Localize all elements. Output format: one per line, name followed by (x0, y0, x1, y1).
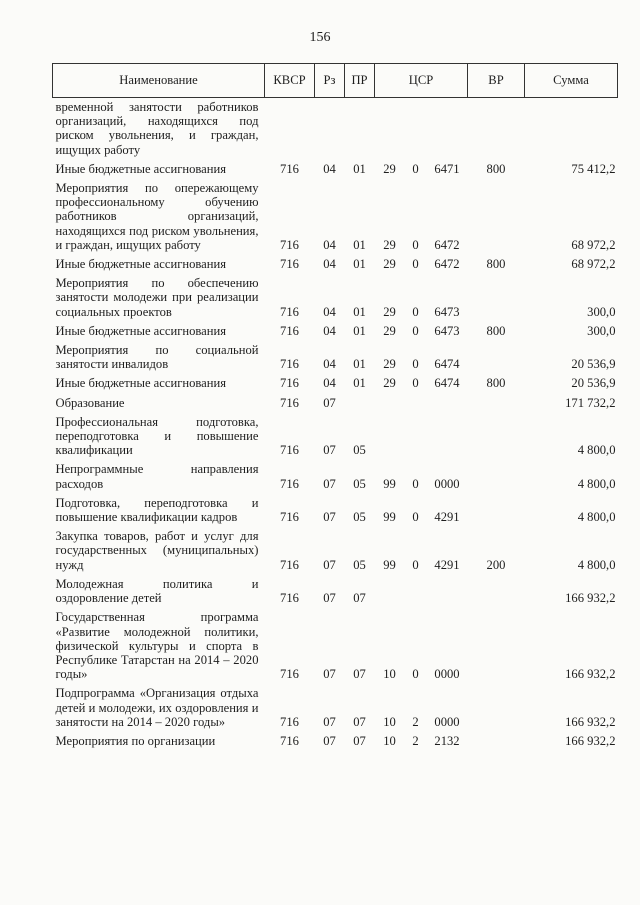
row-rz-cell: 04 (323, 237, 336, 252)
row-rz-cell: 04 (323, 323, 336, 338)
row-kvsr-cell (265, 98, 315, 160)
row-pr-cell: 01 (353, 304, 366, 319)
row-vr-cell (468, 460, 525, 493)
row-rz-cell: 04 (323, 161, 336, 176)
row-csr-subprogram-cell: 0 (412, 357, 419, 372)
row-csr-program-cell: 10 (383, 733, 396, 748)
row-csr-subprogram-cell: 0 (412, 510, 419, 525)
row-vr-cell (468, 394, 525, 413)
row-csr-program-cell: 99 (383, 510, 396, 525)
row-name-cell: Мероприятия по социальной занятости инвалидов (55, 343, 259, 372)
row-csr-program-cell: 29 (383, 323, 396, 338)
row-csr-program-cell: 29 (383, 161, 396, 176)
row-csr-program-cell: 29 (383, 257, 396, 272)
header-rz: Рз (315, 64, 345, 98)
row-csr-program-cell: 29 (383, 237, 396, 252)
row-name-cell: Образование (55, 395, 125, 410)
row-kvsr-cell: 716 (280, 376, 299, 391)
row-vr-cell (468, 98, 525, 160)
table-row (53, 160, 618, 179)
row-csr-subprogram-cell: 0 (412, 667, 419, 682)
row-kvsr-cell: 716 (280, 557, 299, 572)
row-rz-cell: 04 (323, 257, 336, 272)
row-csr-direction-cell: 6474 (434, 376, 460, 391)
row-csr-subprogram-cell (405, 98, 427, 160)
row-rz-cell: 04 (323, 304, 336, 319)
table-body (53, 98, 618, 752)
row-sum-cell: 20 536,9 (571, 357, 616, 372)
row-name-cell: временной занятости работников организаций, находящихся под риском увольнения, и граждан, ищущих работу (55, 100, 259, 157)
row-pr-cell: 01 (353, 357, 366, 372)
row-name-cell: Иные бюджетные ассигнования (55, 376, 227, 391)
table-row (53, 341, 618, 374)
row-rz-cell: 07 (323, 395, 336, 410)
row-vr-cell (468, 608, 525, 684)
row-vr-cell (468, 341, 525, 374)
row-sum-cell: 171 732,2 (565, 395, 616, 410)
table-header-row (53, 64, 618, 98)
row-name-cell: Государственная программа «Развитие молодежной политики, физической культуры и спорта в Республике Татарстан на 2014 – 2020 годы» (55, 610, 259, 682)
row-csr-program-cell (375, 394, 405, 413)
row-pr-cell: 07 (353, 714, 366, 729)
header-vr: ВР (468, 64, 525, 98)
row-csr-direction-cell (427, 394, 468, 413)
row-csr-subprogram-cell: 0 (412, 323, 419, 338)
row-sum-cell: 300,0 (587, 304, 616, 319)
row-csr-program-cell: 10 (383, 667, 396, 682)
row-csr-program-cell (375, 575, 405, 608)
row-sum-cell: 4 800,0 (577, 443, 616, 458)
row-name-cell: Подготовка, переподготовка и повышение квалификации кадров (55, 495, 259, 525)
row-pr-cell: 01 (353, 376, 366, 391)
row-rz-cell: 04 (323, 376, 336, 391)
row-kvsr-cell: 716 (280, 395, 299, 410)
row-csr-subprogram-cell: 0 (412, 557, 419, 572)
row-vr-cell (468, 413, 525, 461)
row-pr-cell: 05 (353, 476, 366, 491)
row-csr-subprogram-cell (405, 575, 427, 608)
row-rz-cell: 07 (323, 476, 336, 491)
row-csr-direction-cell: 6472 (434, 237, 460, 252)
row-csr-program-cell: 99 (383, 476, 396, 491)
row-vr-cell: 200 (486, 557, 506, 572)
row-csr-subprogram-cell: 0 (412, 257, 419, 272)
row-rz-cell (315, 98, 345, 160)
row-vr-cell (468, 575, 525, 608)
row-pr-cell: 07 (353, 667, 366, 682)
row-name-cell: Иные бюджетные ассигнования (55, 257, 227, 272)
row-name-cell: Закупка товаров, работ и услуг для государственных (муниципальных) нужд (55, 529, 259, 572)
row-sum-cell: 166 932,2 (565, 733, 616, 748)
row-pr-cell: 01 (353, 161, 366, 176)
page-number: 156 (309, 30, 331, 45)
row-vr-cell: 800 (486, 323, 506, 338)
row-sum-cell: 68 972,2 (571, 257, 616, 272)
row-rz-cell: 07 (323, 714, 336, 729)
table-row (53, 460, 618, 493)
row-sum-cell: 166 932,2 (565, 714, 616, 729)
row-csr-subprogram-cell: 0 (412, 476, 419, 491)
table-row (53, 575, 618, 608)
row-csr-subprogram-cell (405, 413, 427, 461)
table-row (53, 98, 618, 160)
row-name-cell: Мероприятия по обеспечению занятости молодежи при реализации социальных проектов (55, 276, 259, 319)
table-row (53, 527, 618, 575)
row-csr-program-cell: 10 (383, 714, 396, 729)
row-kvsr-cell: 716 (280, 357, 299, 372)
row-pr-cell: 05 (353, 510, 366, 525)
table-row (53, 394, 618, 413)
row-csr-direction-cell: 0000 (434, 714, 460, 729)
row-sum-cell: 4 800,0 (577, 510, 616, 525)
budget-table (52, 63, 618, 751)
row-name-cell: Мероприятия по организации (55, 733, 216, 748)
row-pr-cell: 01 (353, 257, 366, 272)
table-row (53, 684, 618, 732)
row-name-cell: Непрограммные направления расходов (55, 462, 259, 491)
row-kvsr-cell: 716 (280, 733, 299, 748)
row-pr-cell: 07 (353, 733, 366, 748)
row-kvsr-cell: 716 (280, 714, 299, 729)
table-row (53, 494, 618, 527)
row-csr-direction-cell: 0000 (434, 476, 460, 491)
row-csr-program-cell: 99 (383, 557, 396, 572)
row-csr-program-cell (375, 98, 405, 160)
row-csr-program-cell (375, 413, 405, 461)
row-sum-cell: 68 972,2 (571, 237, 616, 252)
row-pr-cell: 01 (353, 323, 366, 338)
row-kvsr-cell: 716 (280, 257, 299, 272)
row-csr-subprogram-cell: 0 (412, 304, 419, 319)
row-vr-cell (468, 274, 525, 322)
header-name: Наименование (53, 64, 265, 98)
row-sum-cell: 75 412,2 (571, 161, 616, 176)
row-pr-cell (345, 98, 375, 160)
row-name-cell: Иные бюджетные ассигнования (55, 161, 227, 176)
table-row (53, 274, 618, 322)
header-pr: ПР (345, 64, 375, 98)
row-csr-subprogram-cell: 2 (412, 714, 419, 729)
row-csr-direction-cell (427, 413, 468, 461)
table-row (53, 413, 618, 461)
row-csr-program-cell: 29 (383, 376, 396, 391)
row-csr-direction-cell: 6471 (434, 161, 460, 176)
row-vr-cell (468, 732, 525, 751)
row-csr-subprogram-cell: 0 (412, 237, 419, 252)
row-pr-cell: 01 (353, 237, 366, 252)
row-vr-cell (468, 494, 525, 527)
row-rz-cell: 04 (323, 357, 336, 372)
row-name-cell: Иные бюджетные ассигнования (55, 323, 227, 338)
row-csr-direction-cell: 6473 (434, 304, 460, 319)
row-sum-cell: 20 536,9 (571, 376, 616, 391)
row-kvsr-cell: 716 (280, 443, 299, 458)
row-kvsr-cell: 716 (280, 323, 299, 338)
row-vr-cell: 800 (486, 257, 506, 272)
row-rz-cell: 07 (323, 733, 336, 748)
row-kvsr-cell: 716 (280, 476, 299, 491)
table-row (53, 732, 618, 751)
row-vr-cell (468, 179, 525, 255)
row-kvsr-cell: 716 (280, 510, 299, 525)
row-csr-direction-cell: 6472 (434, 257, 460, 272)
row-csr-subprogram-cell: 0 (412, 161, 419, 176)
row-csr-direction-cell (427, 575, 468, 608)
row-csr-program-cell: 29 (383, 357, 396, 372)
row-csr-direction-cell: 0000 (434, 667, 460, 682)
row-kvsr-cell: 716 (280, 237, 299, 252)
row-sum-cell: 300,0 (587, 323, 616, 338)
row-csr-direction-cell: 4291 (434, 510, 460, 525)
row-csr-direction-cell: 6474 (434, 357, 460, 372)
row-pr-cell: 05 (353, 443, 366, 458)
row-name-cell: Мероприятия по опережающему профессиональному обучению работников организаций, находящихся под риском увольнения, и граждан, ищущих работу (55, 181, 259, 252)
row-sum-cell: 166 932,2 (565, 667, 616, 682)
row-csr-direction-cell: 2132 (434, 733, 460, 748)
table-row (53, 322, 618, 341)
row-pr-cell (345, 394, 375, 413)
header-sum: Сумма (525, 64, 618, 98)
row-rz-cell: 07 (323, 667, 336, 682)
table-row (53, 255, 618, 274)
row-csr-direction-cell: 6473 (434, 323, 460, 338)
table-row (53, 179, 618, 255)
table-row (53, 374, 618, 393)
row-rz-cell: 07 (323, 443, 336, 458)
table-row (53, 608, 618, 684)
row-vr-cell (468, 684, 525, 732)
row-csr-subprogram-cell: 2 (412, 733, 419, 748)
row-rz-cell: 07 (323, 510, 336, 525)
row-kvsr-cell: 716 (280, 591, 299, 606)
row-sum-cell: 4 800,0 (577, 557, 616, 572)
row-name-cell: Профессиональная подготовка, переподготовка и повышение квалификации (55, 414, 259, 458)
row-kvsr-cell: 716 (280, 667, 299, 682)
row-vr-cell: 800 (486, 376, 506, 391)
row-vr-cell: 800 (486, 161, 506, 176)
header-kvsr: КВСР (265, 64, 315, 98)
row-kvsr-cell: 716 (280, 304, 299, 319)
row-name-cell: Молодежная политика и оздоровление детей (55, 576, 259, 606)
row-csr-direction-cell: 4291 (434, 557, 460, 572)
row-kvsr-cell: 716 (280, 161, 299, 176)
row-rz-cell: 07 (323, 557, 336, 572)
row-sum-cell: 4 800,0 (577, 476, 616, 491)
header-csr: ЦСР (375, 64, 468, 98)
row-csr-program-cell: 29 (383, 304, 396, 319)
row-csr-subprogram-cell (405, 394, 427, 413)
row-sum-cell (525, 98, 618, 160)
row-csr-direction-cell (427, 98, 468, 160)
row-csr-subprogram-cell: 0 (412, 376, 419, 391)
row-sum-cell: 166 932,2 (565, 591, 616, 606)
row-pr-cell: 07 (353, 591, 366, 606)
row-name-cell: Подпрограмма «Организация отдыха детей и молодежи, их оздоровления и занятости на 2014 – 2020 годы» (55, 686, 259, 729)
row-pr-cell: 05 (353, 557, 366, 572)
row-rz-cell: 07 (323, 591, 336, 606)
